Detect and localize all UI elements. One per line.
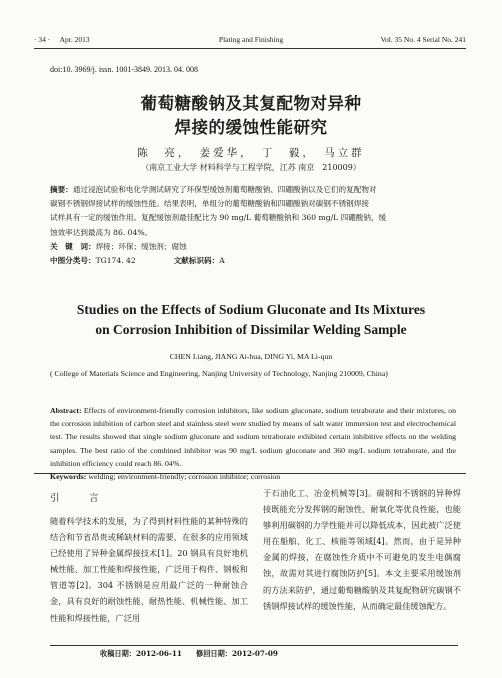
abstract-cn-line: 试样具有一定的缓蚀作用。复配缓蚀剂最佳配比为 90 mg/L 葡萄糖酸钠和 360 mg/L 四硼酸钠，缓 bbox=[50, 213, 387, 223]
title-en-line1: Studies on the Effects of Sodium Gluconate and Its Mixtures bbox=[76, 302, 426, 317]
received-date: 收稿日期：2012-06-11 bbox=[100, 649, 182, 658]
abstract-en bbox=[50, 404, 456, 483]
abstract-cn-line: 碳钢不锈钢焊接试样的缓蚀性能。结果表明，单组分的葡萄糖酸钠和四硼酸钠对碳钢不锈钢焊接 bbox=[50, 199, 369, 209]
authors-en: CHEN Liang, JIANG Ai-hua, DING Yi, MA Li-qun bbox=[169, 352, 333, 361]
revised-date: 修回日期：2012-07-09 bbox=[196, 649, 278, 658]
volume-info: Vol. 35 No. 4 Serial No. 241 bbox=[380, 35, 466, 44]
running-header bbox=[0, 33, 502, 47]
title-en-line2: on Corrosion Inhibition of Dissimilar Welding Sample bbox=[95, 322, 407, 337]
intro-right-column: 于石油化工、冶金机械等[3]。碳钢和不锈钢的异种焊接既能充分发挥钢的耐蚀性、耐氧化等优良性能，也能够利用碳钢的力学性能并可以降低成本，因此被广泛使用在船舶、化工、核能等领域[4]。然而，由于是异种金属的焊接，在腐蚀性介质中不可避免的发生电偶腐蚀，故需对其进行腐蚀防护[5]。本文主要采用缓蚀剂的方法来防护，通过葡萄糖酸钠及其复配物研究碳钢不锈钢焊接试样的缓蚀性能，从而确定最佳缓蚀配方。 bbox=[263, 488, 461, 611]
abstract-en-label: Abstract: bbox=[50, 406, 82, 415]
affiliation-cn: （南京工业大学 材料科学与工程学院，江苏 南京 210009） bbox=[141, 163, 361, 172]
page-number: · 34 · Apr. 2013 bbox=[34, 35, 90, 44]
affiliation-en: ( College of Materials Science and Engineering, Nanjing University of Technology, Nanjing 210009, China) bbox=[50, 369, 388, 378]
keywords-cn: 关 键 词：焊接；环保；缓蚀剂；腐蚀 bbox=[50, 241, 187, 251]
abstract-cn-line: 摘要：通过浸泡试验和电化学测试研究了环保型缓蚀剂葡萄糖酸钠、四硼酸钠以及它们的复配物对 bbox=[50, 185, 377, 194]
authors-cn: 陈 亮， 姜爱华， 丁 毅， 马立群 bbox=[137, 147, 365, 159]
header-rule bbox=[34, 48, 466, 49]
abstract-cn bbox=[50, 183, 458, 268]
issue-date: Apr. 2013 bbox=[59, 35, 90, 44]
abstract-en-text: Effects of environment-friendly corrosion inhibitors, like sodium gluconate, sodium tetraborate and their mixtures, on the corrosion inhibition of carbon steel and stainless steel were studied by means of salt water immersion test and electrochemical test. The results showed that single sodium gluconate and sodium tetraborate exhibited certain inhibitive effects on the welding samples. The best ratio of the combined inhibitor was 90 mg/L sodium gluconate and 360 mg/L sodium tetraborate, and the inhibition efficiency could reach 86. 04%. bbox=[50, 406, 456, 468]
abstract-cn-label: 摘要： bbox=[50, 185, 73, 194]
abstract-rule bbox=[34, 473, 466, 474]
classification-cn: 中图分类号：TG174. 42 文献标识码：A bbox=[50, 256, 225, 266]
journal-name: Plating and Finishing bbox=[218, 35, 284, 44]
footer-rule bbox=[50, 645, 458, 646]
title-cn-line2: 焊接的缓蚀性能研究 bbox=[174, 118, 328, 137]
section-heading: 引 言 bbox=[50, 493, 109, 504]
abstract-cn-line: 蚀效率达到最高为 86. 04%。 bbox=[50, 227, 153, 237]
title-cn-line1: 葡萄糖酸钠及其复配物对异种 bbox=[140, 94, 362, 113]
intro-left-column: 随着科学技术的发展，为了得到材料性能的某种特殊的结合和节省昂贵或稀缺材料的需要，在很多的应用领域已经使用了异种金属焊接技术[1]。20 钢具有良好地机械性能、加工性能和焊接性能，广泛用于构件、钢板和管道等[2]。304 不锈钢是应用最广泛的一种耐蚀合金，具有良好的耐蚀性能、耐热性能、机械性能、加工性能和焊接性能，广泛用 bbox=[50, 516, 248, 623]
doi: doi:10. 3969/j. issn. 1001-3849. 2013. 04. 008 bbox=[50, 65, 199, 74]
keywords-en: Keywords: welding; environment-friendly; corrosion inhibitor; corrosion bbox=[50, 472, 281, 482]
